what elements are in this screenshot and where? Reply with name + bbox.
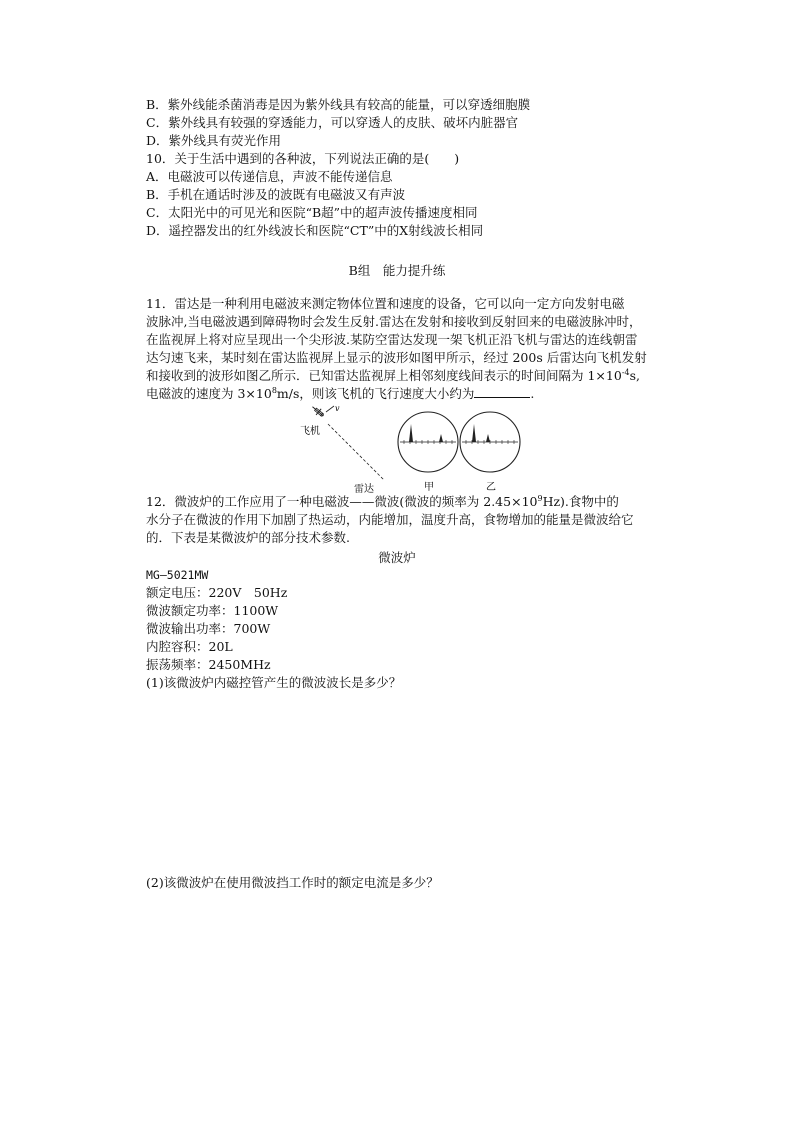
pulse-echo-jia <box>439 434 443 442</box>
q11-exponent-speed: 8 <box>271 386 277 395</box>
spec-table-title: 微波炉 <box>378 550 416 565</box>
plane-label: 飞机 <box>300 426 320 437</box>
velocity-label: v <box>335 404 340 413</box>
airplane-icon <box>310 404 326 419</box>
spec-voltage: 额定电压：220V 50Hz <box>146 585 288 600</box>
pulse-emit-yi <box>472 424 476 442</box>
q12-line-1-end: Hz).食物中的 <box>542 494 619 509</box>
radar-label: 雷达 <box>354 484 374 494</box>
q10-option-c: C．太阳光中的可见光和医院“B超”中的超声波传播速度相同 <box>146 205 478 220</box>
radar-screen-yi <box>460 412 520 472</box>
q11-line-6-text: 电磁波的速度为 3×10 <box>146 386 272 401</box>
section-b-heading: B组 能力提升练 <box>348 263 446 278</box>
spec-model: MG—5021MW <box>146 568 209 582</box>
plane-radar-line <box>328 424 384 480</box>
q12-sub-question-2: (2)该微波炉在使用微波挡工作时的额定电流是多少？ <box>146 875 439 890</box>
spec-capacity: 内腔容积：20L <box>146 639 233 654</box>
q11-line-3: 在监视屏上将对应呈现出一个尖形波.某防空雷达发现一架飞机正沿飞机与雷达的连线朝雷 <box>146 332 638 347</box>
q10-option-b: B．手机在通话时涉及的波既有电磁波又有声波 <box>146 187 406 202</box>
q10-option-d: D．遥控器发出的红外线波长和医院“CT”中的X射线波长相同 <box>146 223 484 238</box>
q9-option-d: D．紫外线具有荧光作用 <box>146 133 282 148</box>
q11-line-6 <box>146 385 534 403</box>
q11-line-1: 11．雷达是一种利用电磁波来测定物体位置和速度的设备，它可以向一定方向发射电磁 <box>146 296 625 311</box>
q10-stem: 10．关于生活中遇到的各种波，下列说法正确的是( ) <box>146 151 460 166</box>
pulse-emit-jia <box>409 424 413 442</box>
spec-rated-power: 微波额定功率：1100W <box>146 603 279 618</box>
q11-exponent-time: -4 <box>621 368 630 377</box>
q11-line-5-text: 和接收到的波形如图乙所示．已知雷达监视屏上相邻刻度线间表示的时间间隔为 1×10 <box>146 368 622 383</box>
q11-line-4: 达匀速飞来，某时刻在雷达监视屏上显示的波形如图甲所示，经过 200s 后雷达向飞机发射 <box>146 350 647 365</box>
q12-line-1-text: 12．微波炉的工作应用了一种电磁波——微波(微波的频率为 2.45×10 <box>146 494 538 509</box>
q11-line-5 <box>146 367 640 385</box>
screen-jia-label: 甲 <box>424 482 434 493</box>
q9-option-b: B．紫外线能杀菌消毒是因为紫外线具有较高的能量，可以穿透细胞膜 <box>146 97 531 112</box>
q11-line-5-unit: s, <box>629 368 640 383</box>
q12-exponent-frequency: 9 <box>537 494 543 503</box>
spec-output-power: 微波输出功率：700W <box>146 621 271 636</box>
radar-figure <box>290 402 530 494</box>
q9-option-c: C．紫外线具有较强的穿透能力，可以穿透人的皮肤、破坏内脏器官 <box>146 115 519 130</box>
screen-yi-label: 乙 <box>486 482 496 493</box>
pulse-echo-yi <box>486 434 490 442</box>
q12-sub-question-1: (1)该微波炉内磁控管产生的微波波长是多少？ <box>146 675 402 690</box>
q11-line-6-end: . <box>530 386 535 401</box>
radar-screen-jia <box>398 412 458 472</box>
q10-option-a: A．电磁波可以传递信息，声波不能传递信息 <box>146 169 393 184</box>
answer-blank[interactable] <box>474 385 530 398</box>
velocity-arrow <box>326 406 334 412</box>
q11-line-2: 波脉冲,当电磁波遇到障碍物时会发生反射.雷达在发射和接收到反射回来的电磁波脉冲时， <box>146 314 642 329</box>
q11-line-6-question: m/s，则该飞机的飞行速度大小约为 <box>276 386 475 401</box>
spec-frequency: 振荡频率：2450MHz <box>146 657 271 672</box>
q12-line-1 <box>146 493 619 511</box>
q12-line-2: 水分子在微波的作用下加剧了热运动，内能增加，温度升高，食物增加的能量是微波给它 <box>146 512 634 527</box>
q12-line-3: 的．下表是某微波炉的部分技术参数. <box>146 530 350 545</box>
